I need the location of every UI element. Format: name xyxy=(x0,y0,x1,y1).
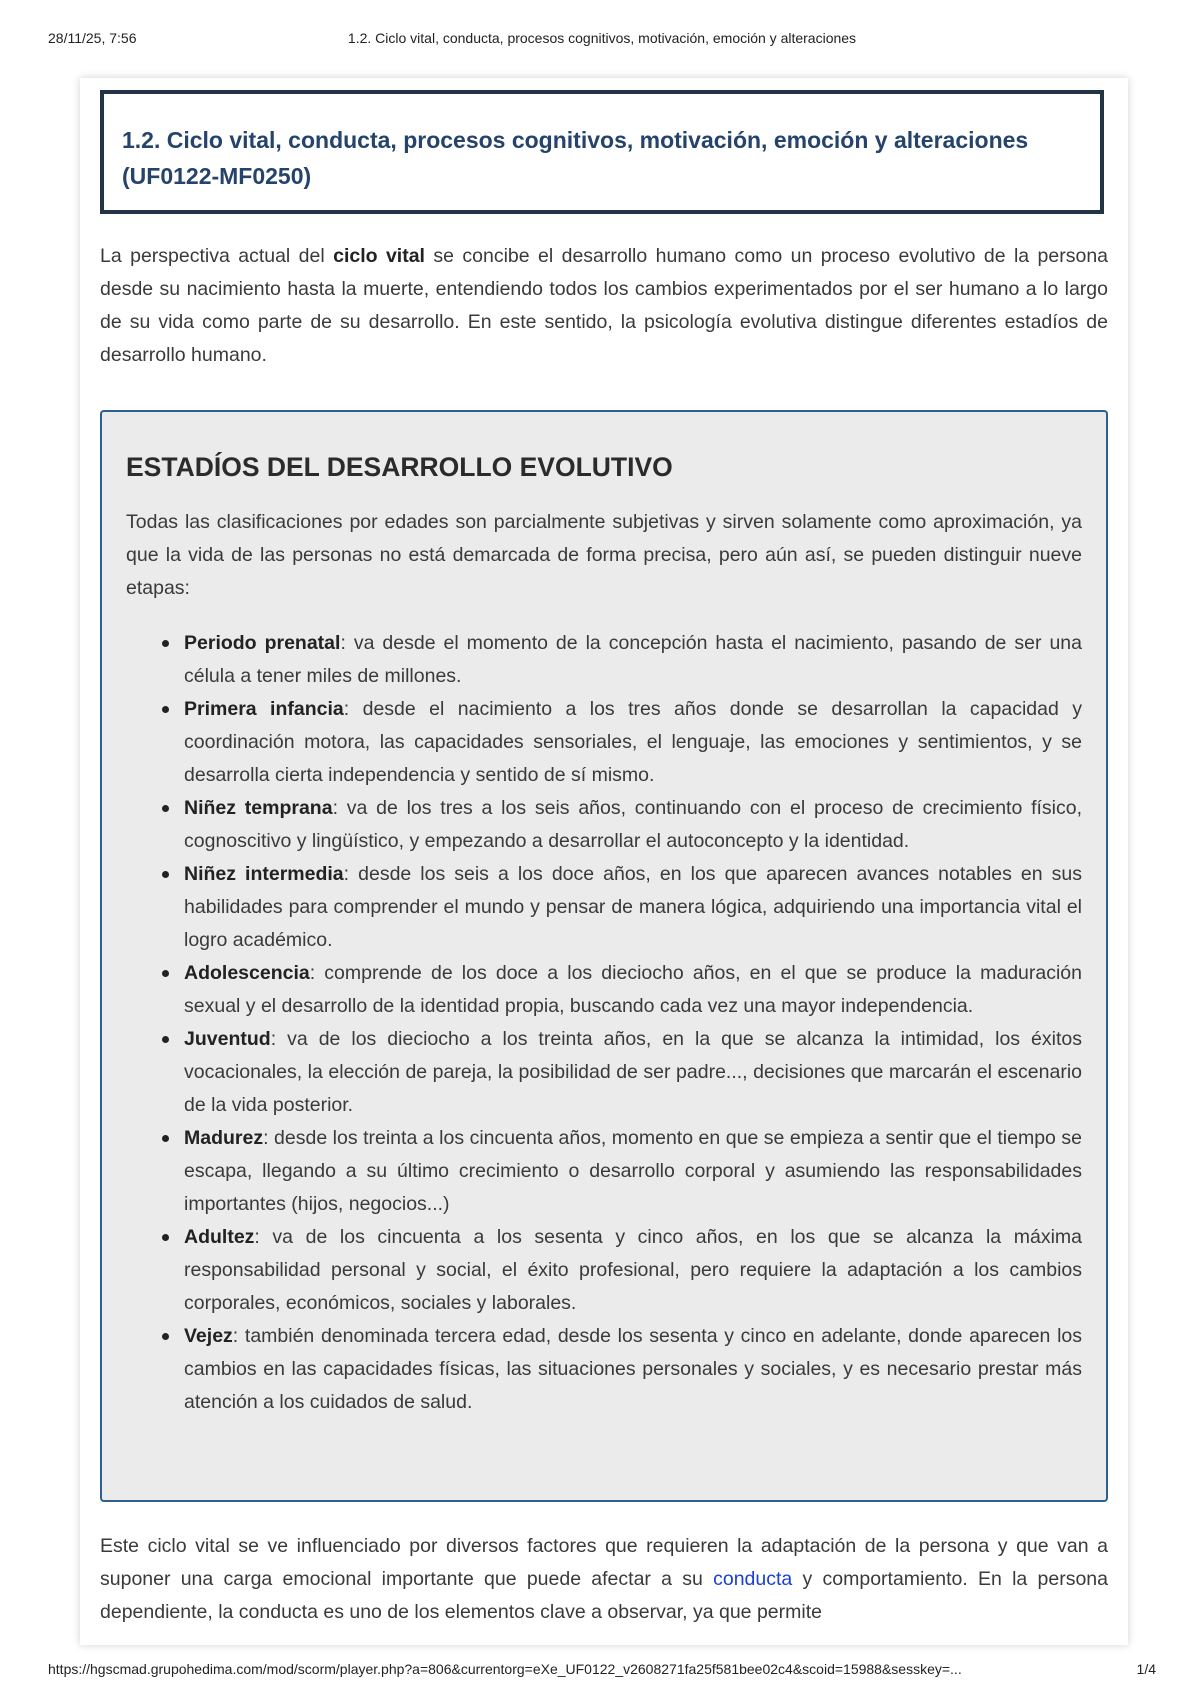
stage-description: : va de los dieciocho a los treinta años, en la que se alcanza la intimidad, los éxitos vocacionales, la elección de pareja, la posibilidad de ser padre..., decisiones que marcarán el escenario de la vida posterior. xyxy=(184,1028,1082,1116)
stage-description: : desde los seis a los doce años, en los que aparecen avances notables en sus habilidades para comprender el mundo y pensar de manera lógica, adquiriendo una importancia vital el logro académico. xyxy=(184,863,1082,951)
list-item xyxy=(184,693,1082,792)
bullet-icon xyxy=(162,1135,169,1142)
stage-term: Adolescencia xyxy=(184,962,310,984)
print-header xyxy=(48,30,1156,50)
stage-description: : comprende de los doce a los dieciocho años, en el que se produce la maduración sexual y el desarrollo de la identidad propia, buscando cada vez una mayor independencia. xyxy=(184,962,1082,1017)
stage-description: : va desde el momento de la concepción hasta el nacimiento, pasando de ser una célula a tener miles de millones. xyxy=(184,632,1082,687)
closing-text-start: Este ciclo vital se ve influenciado por diversos factores que requieren la adaptación de la persona y que van a suponer una carga emocional importante que puede afectar a su xyxy=(100,1535,1108,1590)
bullet-icon xyxy=(162,1234,169,1241)
intro-paragraph xyxy=(100,240,1108,372)
list-item xyxy=(184,1023,1082,1122)
stage-term: Niñez intermedia xyxy=(184,863,344,885)
stages-list xyxy=(126,627,1082,1419)
stage-term: Adultez xyxy=(184,1226,255,1248)
stage-description: : también denominada tercera edad, desde los sesenta y cinco en adelante, donde aparecen los cambios en las capacidades físicas, las situaciones personales y sociales, y es necesario prestar más atención a los cuidados de salud. xyxy=(184,1325,1082,1413)
stage-term: Juventud xyxy=(184,1028,271,1050)
bullet-icon xyxy=(162,970,169,977)
bullet-icon xyxy=(162,640,169,647)
stage-term: Niñez temprana xyxy=(184,797,333,819)
bullet-icon xyxy=(162,706,169,713)
stage-term: Madurez xyxy=(184,1127,264,1149)
stage-description: : va de los cincuenta a los sesenta y cinco años, en los que se alcanza la máxima responsabilidad personal y social, el éxito profesional, pero requiere la adaptación a los cambios corporales, económicos, sociales y laborales. xyxy=(184,1226,1082,1314)
stages-box xyxy=(100,410,1108,1502)
print-date: 28/11/25, 7:56 xyxy=(48,30,137,46)
list-item xyxy=(184,1221,1082,1320)
stage-term: Primera infancia xyxy=(184,698,344,720)
page-number: 1/4 xyxy=(1136,1661,1156,1677)
stage-description: : desde el nacimiento a los tres años donde se desarrollan la capacidad y coordinación motora, las capacidades sensoriales, el lenguaje, las emociones y sentimientos, y se desarrolla cierta independencia y sentido de sí mismo. xyxy=(184,698,1083,786)
bullet-icon xyxy=(162,1036,169,1043)
list-item xyxy=(184,627,1082,693)
print-url: https://hgscmad.grupohedima.com/mod/scorm/player.php?a=806&currentorg=eXe_UF0122_v2608271fa25f581bee02c4&scoid=15988&sesskey=... xyxy=(48,1661,962,1677)
stages-lead: Todas las clasificaciones por edades son parcialmente subjetivas y sirven solamente como aproximación, ya que la vida de las personas no está demarcada de forma precisa, pero aún así, se pueden distinguir nueve etapas: xyxy=(126,511,1082,599)
list-item xyxy=(184,792,1082,858)
closing-text-end: y comportamiento. En la persona dependiente, la conducta es uno de los elementos clave a observar, ya que permite xyxy=(100,1568,1108,1623)
list-item xyxy=(184,858,1082,957)
title-box xyxy=(100,90,1104,214)
print-footer xyxy=(48,1661,1156,1681)
bullet-icon xyxy=(162,805,169,812)
stage-term: Vejez xyxy=(184,1325,233,1347)
print-document-title: 1.2. Ciclo vital, conducta, procesos cognitivos, motivación, emoción y alteraciones xyxy=(347,30,857,46)
intro-text-start: La perspectiva actual del xyxy=(100,245,334,267)
bullet-icon xyxy=(162,1333,169,1340)
content-page xyxy=(80,78,1128,1645)
stage-description: : va de los tres a los seis años, continuando con el proceso de crecimiento físico, cognoscitivo y lingüístico, y empezando a desarrollar el autoconcepto y la identidad. xyxy=(184,797,1083,852)
conducta-link[interactable]: conducta xyxy=(713,1568,793,1590)
bullet-icon xyxy=(162,871,169,878)
stage-term: Periodo prenatal xyxy=(184,632,341,654)
intro-text-end: se concibe el desarrollo humano como un proceso evolutivo de la persona desde su nacimiento hasta la muerte, entendiendo todos los cambios experimentados por el ser humano a lo largo de su vida como parte de su desarrollo. En este sentido, la psicología evolutiva distingue diferentes estadíos de desarrollo humano. xyxy=(100,245,1109,366)
intro-bold-term: ciclo vital xyxy=(333,245,425,267)
list-item xyxy=(184,1122,1082,1221)
stages-title: ESTADÍOS DEL DESARROLLO EVOLUTIVO xyxy=(126,452,673,482)
closing-paragraph xyxy=(100,1530,1108,1629)
stage-description: : desde los treinta a los cincuenta años, momento en que se empieza a sentir que el tiempo se escapa, llegando a su último crecimiento o desarrollo corporal y asumiendo las responsabilidades importantes (hijos, negocios...) xyxy=(184,1127,1082,1215)
page-title: 1.2. Ciclo vital, conducta, procesos cognitivos, motivación, emoción y alteraciones (UF0122-MF0250) xyxy=(122,127,1029,189)
list-item xyxy=(184,1320,1082,1419)
list-item xyxy=(184,957,1082,1023)
